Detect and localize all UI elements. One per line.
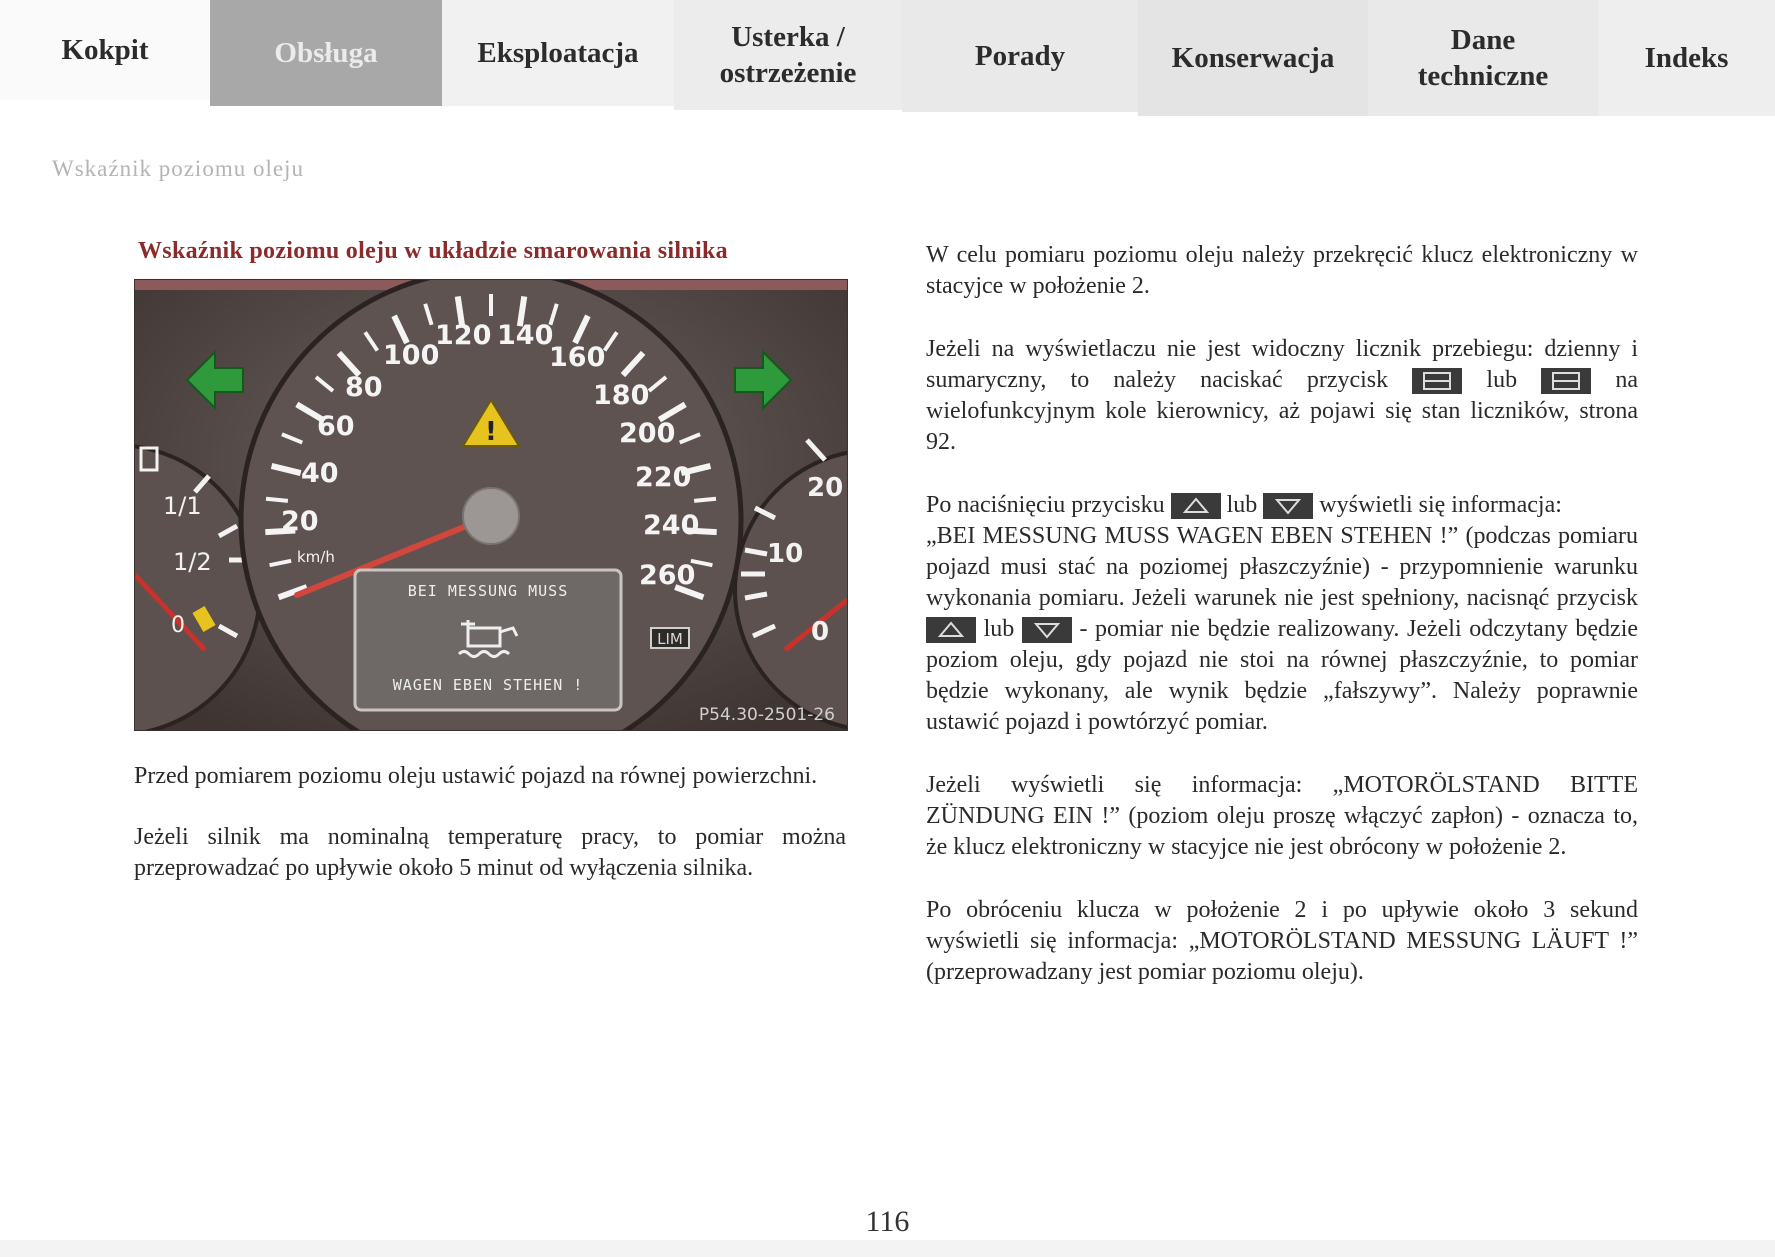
speed-label-60: 60 xyxy=(317,411,355,442)
tab-dane-techniczne[interactable] xyxy=(1368,0,1598,116)
speed-label-100: 100 xyxy=(383,340,440,371)
cluster-illustration xyxy=(135,280,847,730)
tachometer-label-20: 20 xyxy=(807,473,844,503)
speed-label-120: 120 xyxy=(435,320,492,351)
tachometer-label-0: 0 xyxy=(811,617,830,647)
article-heading: Wskaźnik poziomu oleju w układzie smarowania silnika xyxy=(138,238,728,264)
speed-unit-label: km/h xyxy=(297,548,335,566)
chapter-tabs xyxy=(0,0,1775,110)
tab-label: Obsługa xyxy=(274,37,378,69)
warning-mark: ! xyxy=(485,417,497,447)
tab-label: Indeks xyxy=(1644,42,1729,74)
left-column xyxy=(134,238,846,884)
paragraph-messung-laeuft: Po obróceniu klucza w położenie 2 i po upływie około 3 sekund wyświetli się informacja: „MOTORÖLSTAND MESSUNG LÄUFT !” (przeprowadzany jest pomiar poziomu oleju). xyxy=(926,897,1638,985)
up-arrow-button-icon xyxy=(1171,493,1221,519)
paragraph-buttons xyxy=(926,490,1638,521)
tab-label: Kokpit xyxy=(61,34,149,66)
tab-label-line2: techniczne xyxy=(1417,60,1549,92)
display-next-button-icon xyxy=(1412,368,1462,394)
text-segment: - pomiar nie będzie realizowany. Jeżeli odczytany będzie poziom oleju, gdy pojazd nie stoi na równej płaszczyźnie, to pomiar będzie wykonany, ale wynik będzie „fałszywy”. Należy poprawnie ustawić pojazd i powtórzyć pomiar. xyxy=(926,616,1639,735)
tab-indeks[interactable] xyxy=(1598,0,1775,116)
down-arrow-button-icon xyxy=(1022,617,1072,643)
needle-hub xyxy=(463,488,519,544)
paragraph-ignition: W celu pomiaru poziomu oleju należy przekręcić klucz elektroniczny w stacyjce w położenie 2. xyxy=(926,242,1638,299)
text-segment: Jeżeli na wyświetlaczu nie jest widoczny licznik przebiegu: dzienny i sumaryczny, to należy naciskać przycisk xyxy=(926,336,1638,393)
text-segment: lub xyxy=(1226,492,1258,518)
tab-eksploatacja[interactable] xyxy=(442,0,674,106)
figure-code: P54.30-2501-26 xyxy=(698,705,835,725)
speed-label-220: 220 xyxy=(635,462,692,493)
fuel-full-label: 1/1 xyxy=(163,492,202,520)
bottom-band xyxy=(0,1240,1775,1257)
speed-label-140: 140 xyxy=(497,320,554,351)
tab-konserwacja[interactable] xyxy=(1138,0,1368,116)
tab-usterka[interactable] xyxy=(674,0,902,110)
speed-tick xyxy=(266,499,288,501)
speed-label-260: 260 xyxy=(639,560,696,591)
speed-label-180: 180 xyxy=(593,380,650,411)
speed-label-240: 240 xyxy=(643,510,700,541)
text-segment: lub xyxy=(1486,367,1518,393)
paragraph-bei-messung xyxy=(926,521,1638,738)
paragraph-odometer xyxy=(926,334,1638,458)
text-segment: na wielofunkcyjnym kole kierownicy, aż pojawi się stan liczników, strona 92. xyxy=(926,367,1639,455)
tab-obsluga[interactable] xyxy=(210,0,442,106)
page-number: 116 xyxy=(865,1205,910,1238)
tab-label-line2: ostrzeżenie xyxy=(719,57,857,89)
instrument-cluster-figure xyxy=(134,279,848,731)
display-prev-button-icon xyxy=(1541,368,1591,394)
paragraph-level-surface: Przed pomiarem poziomu oleju ustawić pojazd na równej powierzchni. xyxy=(134,763,818,789)
lim-label: LIM xyxy=(657,630,683,648)
text-segment: lub xyxy=(983,616,1015,642)
tab-label-line1: Dane xyxy=(1450,24,1516,56)
tab-label: Porady xyxy=(974,40,1066,72)
speed-tick xyxy=(694,499,716,501)
fuel-empty-label: 0 xyxy=(171,613,185,638)
paragraph-engine-temperature: Jeżeli silnik ma nominalną temperaturę pracy, to pomiar można przeprowadzać po upływie około 5 minut od wyłączenia silnika. xyxy=(134,824,846,881)
fuel-half-label: 1/2 xyxy=(173,548,212,576)
text-segment: Po naciśnięciu przycisku xyxy=(926,492,1165,518)
section-title: Wskaźnik poziomu oleju xyxy=(52,156,304,181)
paragraph-zuendung-ein: Jeżeli wyświetli się informacja: „MOTORÖLSTAND BITTE ZÜNDUNG EIN !” (poziom oleju proszę włączyć zapłon) - oznacza to, że klucz elektroniczny w stacyjce nie jest obrócony w położenie 2. xyxy=(926,772,1638,860)
tab-kokpit[interactable] xyxy=(0,0,210,100)
right-column xyxy=(926,240,1638,1020)
speed-label-200: 200 xyxy=(619,418,676,449)
speed-label-160: 160 xyxy=(549,342,606,373)
text-segment: wyświetli się informacja: xyxy=(1319,492,1562,518)
tachometer-label-10: 10 xyxy=(767,539,804,569)
text-segment: „BEI MESSUNG MUSS WAGEN EBEN STEHEN !” (podczas pomiaru pojazd musi stać na poziomej płaszczyźnie) - przypomnienie warunku wykonania pomiaru. Jeżeli warunek nie jest spełniony, nacisnąć przycisk xyxy=(926,523,1638,611)
tab-label: Konserwacja xyxy=(1171,42,1335,74)
speed-label-20: 20 xyxy=(281,506,319,537)
down-arrow-button-icon xyxy=(1263,493,1313,519)
tab-porady[interactable] xyxy=(902,0,1138,112)
speed-label-40: 40 xyxy=(301,458,339,489)
tab-label-line1: Usterka / xyxy=(731,21,845,53)
display-line-1: BEI MESSUNG MUSS xyxy=(407,582,569,600)
up-arrow-button-icon xyxy=(926,617,976,643)
speed-label-80: 80 xyxy=(345,372,383,403)
display-line-2: WAGEN EBEN STEHEN ! xyxy=(392,676,584,694)
tab-label: Eksploatacja xyxy=(477,37,639,69)
